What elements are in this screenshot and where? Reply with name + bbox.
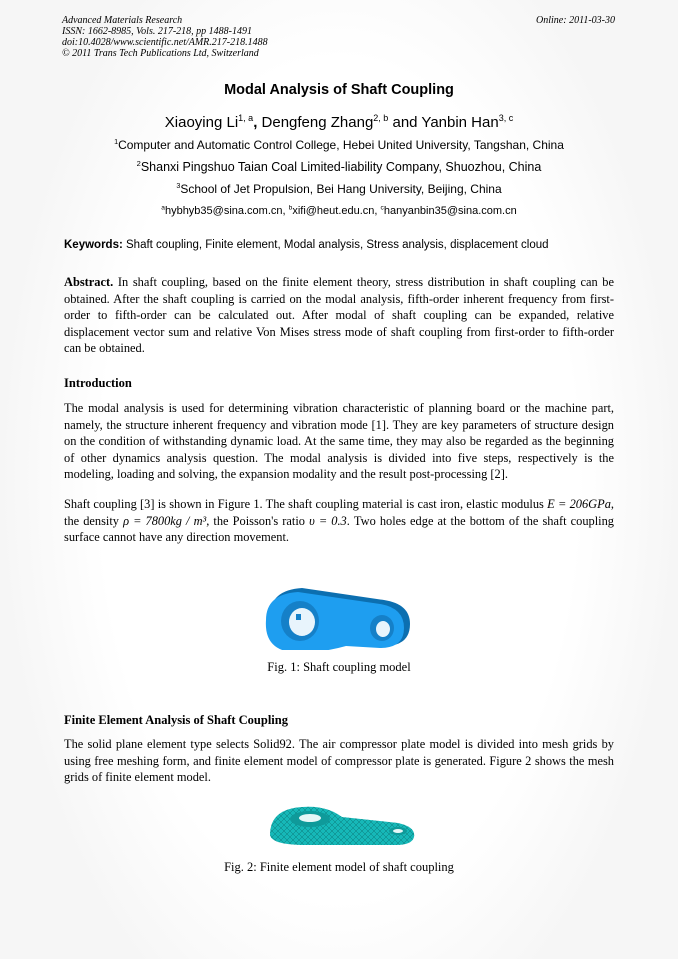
- doi: doi:10.4028/www.scientific.net/AMR.217-218.1488: [62, 37, 268, 48]
- issn: ISSN: 1662-8985, Vols. 217-218, pp 1488-1491: [62, 26, 252, 37]
- finite-element-model-figure: [266, 801, 418, 847]
- keywords: [64, 239, 624, 251]
- author-name: Yanbin Han: [421, 114, 499, 131]
- abstract: [64, 274, 614, 357]
- journal-name: Advanced Materials Research: [62, 15, 183, 26]
- intro-paragraph-1: The modal analysis is used for determining vibration characteristic of planning board or the machine part, namely, the structure inherent frequency and vibration mode [1]. They are key parameters of structure design on the condition of withstanding dynamic load. At the same time, they may also be regarded as the beginning of other dynamics analysis question. The modal analysis is divided into five steps, respectively is the modeling, loading and solving, the expansion modality and the result post-processing [2].: [64, 401, 614, 482]
- affiliation-2: $^2$Shanxi Pingshuo Taian Coal Limited-liability Company, Shuozhou, China: [136, 158, 542, 174]
- online-date: Online: 2011-03-30: [536, 15, 615, 26]
- figure-2-caption: Fig. 2: Finite element model of shaft coupling: [224, 860, 454, 874]
- abstract-label: Abstract.: [64, 275, 114, 289]
- author-emails: $^a$hybhyb35@sina.com.cn, $^b$xifi@heut.edu.cn, $^c$hanyanbin35@sina.com.cn: [161, 204, 517, 217]
- abstract-text: In shaft coupling, based on the finite element theory, stress distribution in shaft coupling can be obtained. After the shaft coupling is carried on the modal analysis, fifth-order inherent frequency from first-order to fifth-order can be calculated out. After modal of shaft coupling can be expanded, relative displacement vector sum and relative Von Mises stress mode of shaft coupling from first-order to fifth-order can be obtained.: [64, 275, 614, 356]
- section-heading-introduction: Introduction: [64, 376, 132, 390]
- author-name: Xiaoying Li: [164, 114, 239, 131]
- shaft-coupling-model-figure: [262, 586, 412, 650]
- affiliation-3: $^3$School of Jet Propulsion, Bei Hang University, Beijing, China: [176, 181, 502, 196]
- fea-paragraph-1: The solid plane element type selects Solid92. The air compressor plate model is divided into mesh grids by using free meshing form, and finite element model of compressor plate is generated. Figure 2 shows the mesh grids of finite element model.: [64, 737, 614, 785]
- author-sep: ,: [253, 114, 258, 131]
- paper-title: Modal Analysis of Shaft Coupling: [224, 82, 454, 98]
- journal-header: [62, 15, 268, 59]
- equation-density: ρ = 7800kg / m³: [123, 513, 207, 528]
- author-sep: and: [388, 114, 418, 131]
- figure-1-caption: Fig. 1: Shaft coupling model: [267, 660, 411, 674]
- copyright: © 2011 Trans Tech Publications Ltd, Switzerland: [62, 48, 259, 59]
- author-name: Dengfeng Zhang: [261, 114, 374, 131]
- author-sup: 2, b: [373, 113, 389, 123]
- email-link[interactable]: xifi@heut.edu.cn,: [292, 205, 378, 217]
- keywords-label: Keywords:: [64, 239, 123, 251]
- author-sup: 3, c: [498, 113, 514, 123]
- email-link[interactable]: hanyanbin35@sina.com.cn: [383, 205, 517, 217]
- section-heading-fea: Finite Element Analysis of Shaft Coupling: [64, 713, 288, 727]
- equation-poisson: υ = 0.3: [309, 513, 347, 528]
- intro-paragraph-2: Shaft coupling [3] is shown in Figure 1. The shaft coupling material is cast iron, elastic modulus E = 206GPa, the density ρ = 7800kg / m³, the Poisson's ratio υ = 0.3. Two holes edge at the bottom of the shaft coupling surface cannot have any direction movement.: [64, 497, 614, 545]
- email-link[interactable]: hybhyb35@sina.com.cn,: [164, 205, 286, 217]
- author-list: [0, 114, 678, 131]
- author-sup: 1, a: [238, 113, 254, 123]
- keywords-text: Shaft coupling, Finite element, Modal analysis, Stress analysis, displacement cloud: [126, 239, 549, 251]
- affiliation-1: $^1$Computer and Automatic Control College, Hebei United University, Tangshan, China: [114, 137, 564, 152]
- equation-modulus: E = 206GPa: [547, 497, 611, 511]
